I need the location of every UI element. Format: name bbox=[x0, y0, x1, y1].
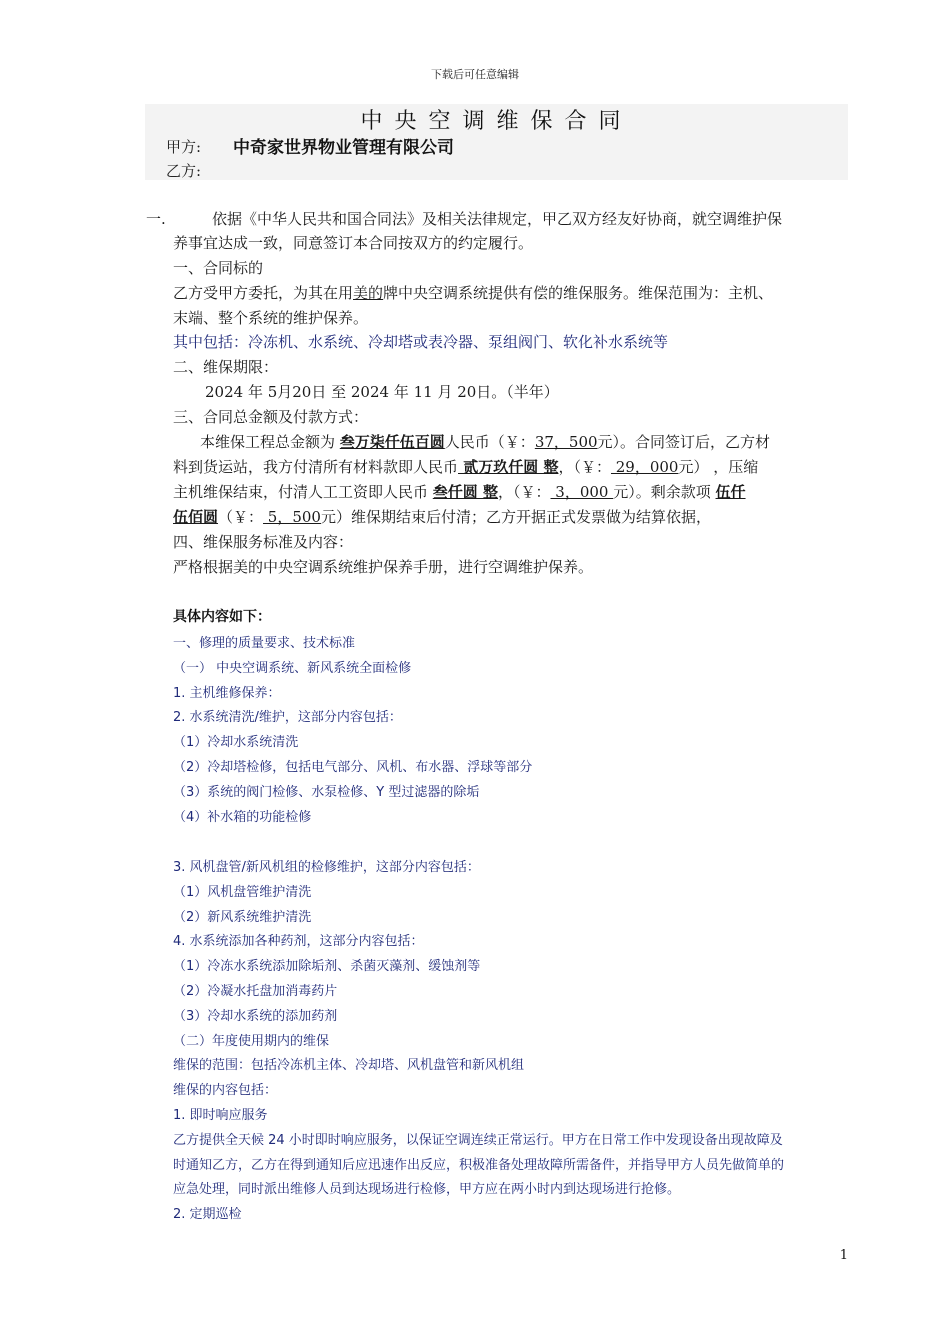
detail-line: 维保的内容包括： bbox=[173, 1083, 278, 1099]
material-amount-words: 贰万玖仟圆 整 bbox=[458, 458, 559, 476]
material-amount-number: 29，000 bbox=[610, 458, 679, 476]
section-4-line-1: 严格根据美的中央空调系统维护保养手册，进行空调维护保养。 bbox=[173, 558, 594, 576]
detail-line: （二）年度使用期内的维保 bbox=[173, 1033, 330, 1049]
section-2-heading: 二、维保期限： bbox=[173, 358, 279, 376]
section-1-line-1 bbox=[173, 281, 773, 306]
party-a-name: 中奇家世界物业管理有限公司 bbox=[233, 138, 454, 158]
s3-l4-a: （￥： bbox=[218, 508, 264, 526]
section-3-line-1 bbox=[200, 430, 770, 455]
s3-l2-c: 元） ，压缩 bbox=[678, 458, 759, 476]
detail-line: 1. 主机维修保养： bbox=[173, 685, 281, 701]
section-1-heading: 一、合同标的 bbox=[173, 259, 264, 277]
detail-line: 乙方提供全天候 24 小时即时响应服务，以保证空调连续正常运行。甲方在日常工作中发现设备出现故障及 bbox=[173, 1132, 783, 1148]
s3-l3-b: ，（￥： bbox=[498, 483, 551, 501]
page-number: 1 bbox=[839, 1248, 848, 1263]
detail-line: 1. 即时响应服务 bbox=[173, 1108, 268, 1123]
intro-number: 一. bbox=[146, 210, 166, 228]
s3-l2-a: 料到货运站，我方付清所有材料款即人民币 bbox=[173, 458, 459, 476]
brand-name: 美的 bbox=[353, 284, 384, 302]
detail-line: 2. 水系统清洗/维护，这部分内容包括： bbox=[173, 710, 402, 726]
detail-line: （1）冷却水系统清洗 bbox=[173, 735, 299, 751]
intro-line-2: 养事宜达成一致，同意签订本合同按双方的约定履行。 bbox=[173, 234, 534, 252]
remaining-amount-number: 5，500 bbox=[263, 508, 321, 526]
labor-amount-words: 叁仟圆 整 bbox=[432, 483, 499, 501]
detail-line: 应急处理，同时派出维修人员到达现场进行检修，甲方应在两小时内到达现场进行抢修。 bbox=[173, 1182, 681, 1198]
page-title: 中央空调维保合同 bbox=[360, 109, 633, 134]
party-b-label: 乙方: bbox=[166, 162, 202, 180]
detail-line: 3. 风机盘管/新风机组的检修维护，这部分内容包括： bbox=[173, 860, 480, 875]
detail-line: 一、修理的质量要求、技术标准 bbox=[173, 636, 356, 651]
s3-l4-b: 元）维保期结束后付清；乙方开据正式发票做为结算依据， bbox=[320, 508, 711, 526]
header-note: 下载后可任意编辑 bbox=[431, 68, 519, 81]
section-3-line-2 bbox=[173, 455, 758, 480]
total-amount-number: 37，500 bbox=[534, 433, 598, 451]
detail-line: （3）系统的阀门检修、水泵检修、Y 型过滤器的除垢 bbox=[173, 784, 480, 800]
party-a-label: 甲方: bbox=[166, 138, 202, 156]
detail-line: 2. 定期巡检 bbox=[173, 1207, 242, 1223]
section-4-heading: 四、维保服务标准及内容： bbox=[173, 533, 354, 551]
s3-l1-b: 人民币（￥： bbox=[444, 433, 535, 451]
detail-line: （一） 中央空调系统、新风系统全面检修 bbox=[173, 660, 412, 676]
s3-l3-c: 元）。剩余款项 bbox=[613, 483, 716, 501]
details-heading: 具体内容如下： bbox=[173, 609, 271, 625]
remaining-amount-words-2: 伍佰圆 bbox=[173, 508, 219, 526]
section-1-text-b: 牌中央空调系统提供有偿的维保服务。维保范围为：主机、 bbox=[383, 284, 774, 302]
intro-line-1: 依据《中华人民共和国合同法》及相关法律规定，甲乙双方经友好协商，就空调维护保 bbox=[212, 210, 783, 228]
detail-line: 4. 水系统添加各种药剂，这部分内容包括： bbox=[173, 934, 424, 950]
remaining-amount-words-1: 伍仟 bbox=[715, 483, 746, 501]
detail-line: （1）风机盘管维护清洗 bbox=[173, 884, 312, 900]
maintenance-period: 2024 年 5月20日 至 2024 年 11 月 20日。（半年） bbox=[205, 383, 559, 401]
section-1-text-a: 乙方受甲方委托，为其在用 bbox=[173, 284, 354, 302]
detail-line: 时通知乙方，乙方在得到通知后应迅速作出反应，积极准备处理故障所需备件，并指导甲方人员先做简单的 bbox=[173, 1157, 785, 1173]
s3-l1-c: 元）。合同签订后，乙方材 bbox=[597, 433, 771, 451]
s3-l2-b: ，（￥： bbox=[558, 458, 611, 476]
detail-line: （2）新风系统维护清洗 bbox=[173, 909, 312, 925]
detail-line: （2）冷却塔检修，包括电气部分、风机、布水器、浮球等部分 bbox=[173, 760, 533, 775]
labor-amount-number: 3，000 bbox=[550, 483, 614, 501]
section-3-line-3 bbox=[173, 480, 746, 505]
section-1-line-3: 其中包括：冷冻机、水系统、冷却塔或表冷器、泵组阀门、软化补水系统等 bbox=[173, 333, 669, 351]
s3-l3-a: 主机维保结束，付清人工工资即人民币 bbox=[173, 483, 433, 501]
detail-line: （4）补水箱的功能检修 bbox=[173, 809, 312, 825]
total-amount-words: 叁万柒仟伍百圆 bbox=[339, 433, 445, 451]
section-3-heading: 三、合同总金额及付款方式： bbox=[173, 408, 369, 426]
detail-line: （2）冷凝水托盘加消毒药片 bbox=[173, 984, 338, 999]
detail-line: （1）冷冻水系统添加除垢剂、杀菌灭藻剂、缓蚀剂等 bbox=[173, 959, 481, 975]
detail-line: 维保的范围：包括冷冻机主体、冷却塔、风机盘管和新风机组 bbox=[173, 1058, 525, 1074]
detail-line: （3）冷却水系统的添加药剂 bbox=[173, 1008, 338, 1024]
section-1-line-2: 末端、整个系统的维护保养。 bbox=[173, 309, 369, 327]
s3-l1-a: 本维保工程总金额为 bbox=[200, 433, 340, 451]
section-3-line-4 bbox=[173, 505, 711, 530]
